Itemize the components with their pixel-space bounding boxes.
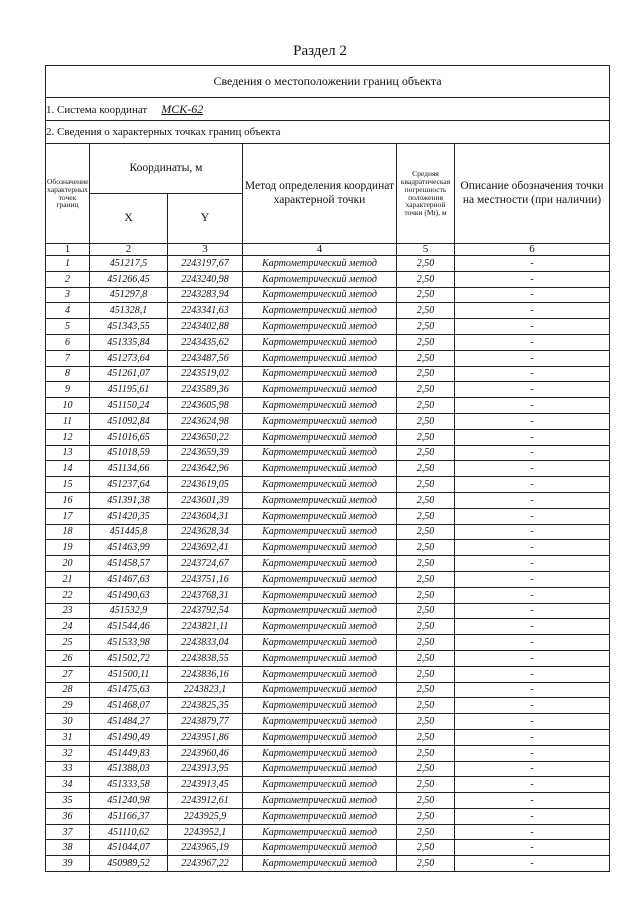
accuracy-cell: 2,50 <box>397 824 455 840</box>
y-coordinate-cell: 2243589,36 <box>168 382 243 398</box>
header-designation: Обозначение характерных точек границ <box>46 144 90 244</box>
method-cell: Картометрический метод <box>243 824 397 840</box>
header-method: Метод определения координат характерной точки <box>243 144 397 244</box>
table-row <box>46 398 610 414</box>
accuracy-cell: 2,50 <box>397 271 455 287</box>
description-cell: - <box>455 271 610 287</box>
method-cell: Картометрический метод <box>243 635 397 651</box>
description-cell: - <box>455 714 610 730</box>
description-cell: - <box>455 698 610 714</box>
table-row <box>46 714 610 730</box>
method-cell: Картометрический метод <box>243 477 397 493</box>
method-cell: Картометрический метод <box>243 840 397 856</box>
description-cell: - <box>455 824 610 840</box>
method-cell: Картометрический метод <box>243 303 397 319</box>
table-row <box>46 366 610 382</box>
table-row <box>46 682 610 698</box>
table-row <box>46 840 610 856</box>
x-coordinate-cell: 451468,07 <box>90 698 168 714</box>
method-cell: Картометрический метод <box>243 445 397 461</box>
method-cell: Картометрический метод <box>243 429 397 445</box>
table-row <box>46 271 610 287</box>
x-coordinate-cell: 451475,63 <box>90 682 168 698</box>
description-cell: - <box>455 382 610 398</box>
description-cell: - <box>455 524 610 540</box>
y-coordinate-cell: 2243951,86 <box>168 729 243 745</box>
coord-system-label: 1. Система координат <box>46 103 148 116</box>
x-coordinate-cell: 451502,72 <box>90 650 168 666</box>
description-cell: - <box>455 413 610 429</box>
y-coordinate-cell: 2243487,56 <box>168 350 243 366</box>
point-number-cell: 22 <box>46 587 90 603</box>
accuracy-cell: 2,50 <box>397 729 455 745</box>
y-coordinate-cell: 2243960,46 <box>168 745 243 761</box>
description-cell: - <box>455 429 610 445</box>
x-coordinate-cell: 451463,99 <box>90 540 168 556</box>
accuracy-cell: 2,50 <box>397 840 455 856</box>
table-row <box>46 856 610 872</box>
x-coordinate-cell: 451328,1 <box>90 303 168 319</box>
y-coordinate-cell: 2243619,05 <box>168 477 243 493</box>
accuracy-cell: 2,50 <box>397 587 455 603</box>
boundary-points-table <box>45 65 610 872</box>
point-number-cell: 26 <box>46 650 90 666</box>
table-row <box>46 350 610 366</box>
description-cell: - <box>455 635 610 651</box>
description-cell: - <box>455 508 610 524</box>
x-coordinate-cell: 451166,37 <box>90 808 168 824</box>
header-x: X <box>90 194 168 244</box>
accuracy-cell: 2,50 <box>397 793 455 809</box>
point-number-cell: 4 <box>46 303 90 319</box>
method-cell: Картометрический метод <box>243 808 397 824</box>
x-coordinate-cell: 451237,64 <box>90 477 168 493</box>
x-coordinate-cell: 451297,8 <box>90 287 168 303</box>
point-number-cell: 14 <box>46 461 90 477</box>
table-row <box>46 635 610 651</box>
x-coordinate-cell: 451016,65 <box>90 429 168 445</box>
accuracy-cell: 2,50 <box>397 366 455 382</box>
description-cell: - <box>455 571 610 587</box>
point-number-cell: 29 <box>46 698 90 714</box>
description-cell: - <box>455 540 610 556</box>
method-cell: Картометрический метод <box>243 350 397 366</box>
point-number-cell: 1 <box>46 256 90 272</box>
table-row <box>46 556 610 572</box>
point-number-cell: 39 <box>46 856 90 872</box>
x-coordinate-cell: 450989,52 <box>90 856 168 872</box>
method-cell: Картометрический метод <box>243 334 397 350</box>
description-cell: - <box>455 777 610 793</box>
x-coordinate-cell: 451458,57 <box>90 556 168 572</box>
header-description: Описание обозначения точки на местности (при наличии) <box>455 144 610 244</box>
point-number-cell: 15 <box>46 477 90 493</box>
point-number-cell: 33 <box>46 761 90 777</box>
y-coordinate-cell: 2243624,98 <box>168 413 243 429</box>
y-coordinate-cell: 2243913,45 <box>168 777 243 793</box>
accuracy-cell: 2,50 <box>397 761 455 777</box>
y-coordinate-cell: 2243833,04 <box>168 635 243 651</box>
table-row <box>46 461 610 477</box>
table-row <box>46 571 610 587</box>
x-coordinate-cell: 451388,03 <box>90 761 168 777</box>
method-cell: Картометрический метод <box>243 856 397 872</box>
y-coordinate-cell: 2243913,95 <box>168 761 243 777</box>
table-row <box>46 413 610 429</box>
y-coordinate-cell: 2243650,22 <box>168 429 243 445</box>
accuracy-cell: 2,50 <box>397 666 455 682</box>
accuracy-cell: 2,50 <box>397 524 455 540</box>
method-cell: Картометрический метод <box>243 619 397 635</box>
table-row <box>46 540 610 556</box>
description-cell: - <box>455 808 610 824</box>
description-cell: - <box>455 761 610 777</box>
column-number: 4 <box>243 244 397 256</box>
point-number-cell: 21 <box>46 571 90 587</box>
description-cell: - <box>455 856 610 872</box>
accuracy-cell: 2,50 <box>397 303 455 319</box>
x-coordinate-cell: 451500,11 <box>90 666 168 682</box>
table-row <box>46 429 610 445</box>
table-row <box>46 319 610 335</box>
description-cell: - <box>455 682 610 698</box>
y-coordinate-cell: 2243519,02 <box>168 366 243 382</box>
method-cell: Картометрический метод <box>243 729 397 745</box>
method-cell: Картометрический метод <box>243 366 397 382</box>
accuracy-cell: 2,50 <box>397 745 455 761</box>
table-row <box>46 256 610 272</box>
y-coordinate-cell: 2243925,9 <box>168 808 243 824</box>
y-coordinate-cell: 2243952,1 <box>168 824 243 840</box>
x-coordinate-cell: 451261,07 <box>90 366 168 382</box>
accuracy-cell: 2,50 <box>397 477 455 493</box>
point-number-cell: 11 <box>46 413 90 429</box>
y-coordinate-cell: 2243836,16 <box>168 666 243 682</box>
method-cell: Картометрический метод <box>243 461 397 477</box>
point-number-cell: 18 <box>46 524 90 540</box>
description-cell: - <box>455 793 610 809</box>
description-cell: - <box>455 461 610 477</box>
table-row <box>46 382 610 398</box>
accuracy-cell: 2,50 <box>397 777 455 793</box>
y-coordinate-cell: 2243821,11 <box>168 619 243 635</box>
accuracy-cell: 2,50 <box>397 856 455 872</box>
x-coordinate-cell: 451110,62 <box>90 824 168 840</box>
column-number: 5 <box>397 244 455 256</box>
header-coordinates: Координаты, м <box>90 144 243 194</box>
method-cell: Картометрический метод <box>243 492 397 508</box>
y-coordinate-cell: 2243879,77 <box>168 714 243 730</box>
method-cell: Картометрический метод <box>243 682 397 698</box>
accuracy-cell: 2,50 <box>397 445 455 461</box>
method-cell: Картометрический метод <box>243 382 397 398</box>
x-coordinate-cell: 451532,9 <box>90 603 168 619</box>
accuracy-cell: 2,50 <box>397 413 455 429</box>
point-number-cell: 30 <box>46 714 90 730</box>
accuracy-cell: 2,50 <box>397 319 455 335</box>
y-coordinate-cell: 2243912,61 <box>168 793 243 809</box>
description-cell: - <box>455 619 610 635</box>
x-coordinate-cell: 451240,98 <box>90 793 168 809</box>
y-coordinate-cell: 2243965,19 <box>168 840 243 856</box>
point-number-cell: 27 <box>46 666 90 682</box>
y-coordinate-cell: 2243838,55 <box>168 650 243 666</box>
y-coordinate-cell: 2243283,94 <box>168 287 243 303</box>
x-coordinate-cell: 451273,64 <box>90 350 168 366</box>
table-row <box>46 524 610 540</box>
accuracy-cell: 2,50 <box>397 508 455 524</box>
coord-system-value: МСК-62 <box>161 101 204 116</box>
x-coordinate-cell: 451150,24 <box>90 398 168 414</box>
y-coordinate-cell: 2243601,39 <box>168 492 243 508</box>
description-cell: - <box>455 366 610 382</box>
y-coordinate-cell: 2243967,22 <box>168 856 243 872</box>
point-number-cell: 31 <box>46 729 90 745</box>
y-coordinate-cell: 2243402,88 <box>168 319 243 335</box>
method-cell: Картометрический метод <box>243 650 397 666</box>
point-number-cell: 37 <box>46 824 90 840</box>
description-cell: - <box>455 603 610 619</box>
method-cell: Картометрический метод <box>243 745 397 761</box>
accuracy-cell: 2,50 <box>397 682 455 698</box>
x-coordinate-cell: 451195,61 <box>90 382 168 398</box>
method-cell: Картометрический метод <box>243 524 397 540</box>
description-cell: - <box>455 492 610 508</box>
accuracy-cell: 2,50 <box>397 350 455 366</box>
description-cell: - <box>455 650 610 666</box>
table-row <box>46 761 610 777</box>
table-row <box>46 824 610 840</box>
header-accuracy: Средняя квадратическая погрешность положения характерной точки (Mt), м <box>397 144 455 244</box>
column-number-row <box>46 244 610 256</box>
accuracy-cell: 2,50 <box>397 571 455 587</box>
method-cell: Картометрический метод <box>243 556 397 572</box>
point-number-cell: 3 <box>46 287 90 303</box>
method-cell: Картометрический метод <box>243 287 397 303</box>
accuracy-cell: 2,50 <box>397 492 455 508</box>
point-number-cell: 16 <box>46 492 90 508</box>
y-coordinate-cell: 2243605,98 <box>168 398 243 414</box>
method-cell: Картометрический метод <box>243 398 397 414</box>
method-cell: Картометрический метод <box>243 508 397 524</box>
y-coordinate-cell: 2243751,16 <box>168 571 243 587</box>
method-cell: Картометрический метод <box>243 319 397 335</box>
point-number-cell: 38 <box>46 840 90 856</box>
y-coordinate-cell: 2243435,62 <box>168 334 243 350</box>
x-coordinate-cell: 451449,83 <box>90 745 168 761</box>
y-coordinate-cell: 2243823,1 <box>168 682 243 698</box>
accuracy-cell: 2,50 <box>397 334 455 350</box>
point-number-cell: 10 <box>46 398 90 414</box>
coord-system-row <box>46 98 610 121</box>
section-title: Сведения о местоположении границ объекта <box>46 66 610 98</box>
description-cell: - <box>455 303 610 319</box>
x-coordinate-cell: 451445,8 <box>90 524 168 540</box>
y-coordinate-cell: 2243628,34 <box>168 524 243 540</box>
table-row <box>46 334 610 350</box>
point-number-cell: 2 <box>46 271 90 287</box>
x-coordinate-cell: 451134,66 <box>90 461 168 477</box>
header-y: Y <box>168 194 243 244</box>
table-row <box>46 729 610 745</box>
description-cell: - <box>455 666 610 682</box>
point-number-cell: 24 <box>46 619 90 635</box>
description-cell: - <box>455 477 610 493</box>
x-coordinate-cell: 451544,46 <box>90 619 168 635</box>
table-row <box>46 808 610 824</box>
table-row <box>46 508 610 524</box>
y-coordinate-cell: 2243341,63 <box>168 303 243 319</box>
y-coordinate-cell: 2243197,67 <box>168 256 243 272</box>
method-cell: Картометрический метод <box>243 571 397 587</box>
point-number-cell: 7 <box>46 350 90 366</box>
accuracy-cell: 2,50 <box>397 287 455 303</box>
table-row <box>46 698 610 714</box>
point-number-cell: 35 <box>46 793 90 809</box>
method-cell: Картометрический метод <box>243 793 397 809</box>
description-cell: - <box>455 334 610 350</box>
accuracy-cell: 2,50 <box>397 698 455 714</box>
accuracy-cell: 2,50 <box>397 382 455 398</box>
accuracy-cell: 2,50 <box>397 714 455 730</box>
accuracy-cell: 2,50 <box>397 619 455 635</box>
x-coordinate-cell: 451018,59 <box>90 445 168 461</box>
description-cell: - <box>455 840 610 856</box>
table-row <box>46 603 610 619</box>
x-coordinate-cell: 451533,98 <box>90 635 168 651</box>
table-row <box>46 619 610 635</box>
x-coordinate-cell: 451484,27 <box>90 714 168 730</box>
description-cell: - <box>455 587 610 603</box>
accuracy-cell: 2,50 <box>397 429 455 445</box>
accuracy-cell: 2,50 <box>397 650 455 666</box>
point-number-cell: 8 <box>46 366 90 382</box>
method-cell: Картометрический метод <box>243 666 397 682</box>
points-section-title: 2. Сведения о характерных точках границ объекта <box>46 121 610 144</box>
x-coordinate-cell: 451343,55 <box>90 319 168 335</box>
point-number-cell: 13 <box>46 445 90 461</box>
column-number: 2 <box>90 244 168 256</box>
method-cell: Картометрический метод <box>243 256 397 272</box>
description-cell: - <box>455 445 610 461</box>
x-coordinate-cell: 451044,07 <box>90 840 168 856</box>
method-cell: Картометрический метод <box>243 271 397 287</box>
point-number-cell: 20 <box>46 556 90 572</box>
point-number-cell: 9 <box>46 382 90 398</box>
table-row <box>46 745 610 761</box>
description-cell: - <box>455 256 610 272</box>
column-number: 1 <box>46 244 90 256</box>
method-cell: Картометрический метод <box>243 714 397 730</box>
method-cell: Картометрический метод <box>243 777 397 793</box>
point-number-cell: 23 <box>46 603 90 619</box>
method-cell: Картометрический метод <box>243 761 397 777</box>
x-coordinate-cell: 451420,35 <box>90 508 168 524</box>
point-number-cell: 19 <box>46 540 90 556</box>
point-number-cell: 32 <box>46 745 90 761</box>
accuracy-cell: 2,50 <box>397 256 455 272</box>
x-coordinate-cell: 451490,63 <box>90 587 168 603</box>
y-coordinate-cell: 2243659,39 <box>168 445 243 461</box>
table-row <box>46 793 610 809</box>
y-coordinate-cell: 2243692,41 <box>168 540 243 556</box>
column-number: 3 <box>168 244 243 256</box>
description-cell: - <box>455 350 610 366</box>
table-row <box>46 303 610 319</box>
accuracy-cell: 2,50 <box>397 398 455 414</box>
y-coordinate-cell: 2243825,35 <box>168 698 243 714</box>
point-number-cell: 36 <box>46 808 90 824</box>
y-coordinate-cell: 2243240,98 <box>168 271 243 287</box>
table-row <box>46 477 610 493</box>
x-coordinate-cell: 451467,63 <box>90 571 168 587</box>
table-row <box>46 445 610 461</box>
page-title: Раздел 2 <box>293 43 347 59</box>
point-number-cell: 25 <box>46 635 90 651</box>
accuracy-cell: 2,50 <box>397 635 455 651</box>
accuracy-cell: 2,50 <box>397 808 455 824</box>
point-number-cell: 5 <box>46 319 90 335</box>
description-cell: - <box>455 319 610 335</box>
x-coordinate-cell: 451391,38 <box>90 492 168 508</box>
point-number-cell: 17 <box>46 508 90 524</box>
table-row <box>46 492 610 508</box>
table-row <box>46 666 610 682</box>
table-row <box>46 587 610 603</box>
method-cell: Картометрический метод <box>243 698 397 714</box>
method-cell: Картометрический метод <box>243 413 397 429</box>
accuracy-cell: 2,50 <box>397 540 455 556</box>
y-coordinate-cell: 2243724,67 <box>168 556 243 572</box>
x-coordinate-cell: 451335,84 <box>90 334 168 350</box>
table-row <box>46 777 610 793</box>
x-coordinate-cell: 451217,5 <box>90 256 168 272</box>
x-coordinate-cell: 451333,58 <box>90 777 168 793</box>
description-cell: - <box>455 745 610 761</box>
description-cell: - <box>455 398 610 414</box>
accuracy-cell: 2,50 <box>397 556 455 572</box>
column-number: 6 <box>455 244 610 256</box>
point-number-cell: 28 <box>46 682 90 698</box>
point-number-cell: 6 <box>46 334 90 350</box>
point-number-cell: 12 <box>46 429 90 445</box>
table-row <box>46 287 610 303</box>
x-coordinate-cell: 451266,45 <box>90 271 168 287</box>
description-cell: - <box>455 287 610 303</box>
y-coordinate-cell: 2243642,96 <box>168 461 243 477</box>
method-cell: Картометрический метод <box>243 540 397 556</box>
description-cell: - <box>455 556 610 572</box>
table-row <box>46 650 610 666</box>
method-cell: Картометрический метод <box>243 587 397 603</box>
point-number-cell: 34 <box>46 777 90 793</box>
y-coordinate-cell: 2243604,31 <box>168 508 243 524</box>
method-cell: Картометрический метод <box>243 603 397 619</box>
y-coordinate-cell: 2243768,31 <box>168 587 243 603</box>
y-coordinate-cell: 2243792,54 <box>168 603 243 619</box>
description-cell: - <box>455 729 610 745</box>
x-coordinate-cell: 451092,84 <box>90 413 168 429</box>
x-coordinate-cell: 451490,49 <box>90 729 168 745</box>
accuracy-cell: 2,50 <box>397 461 455 477</box>
accuracy-cell: 2,50 <box>397 603 455 619</box>
